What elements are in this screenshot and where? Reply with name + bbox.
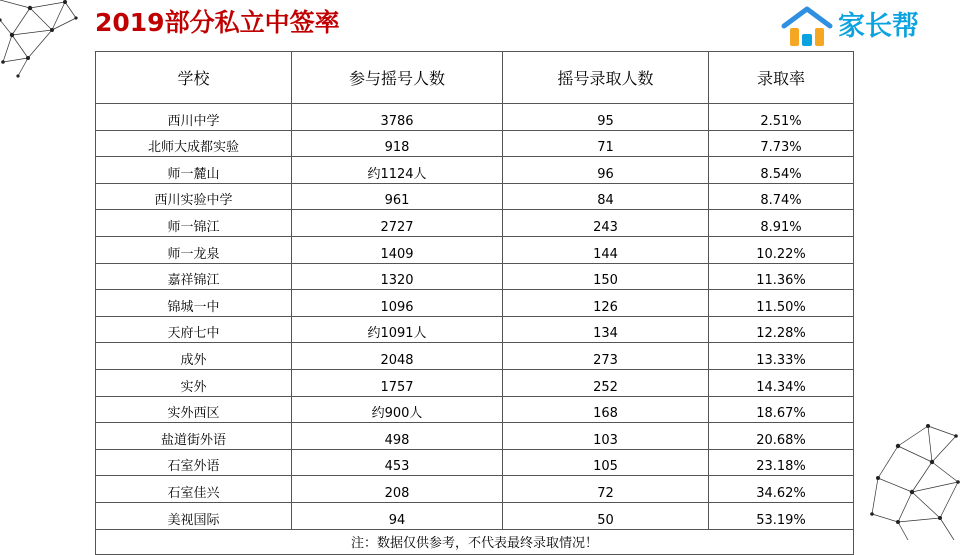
applicants-cell: 918 — [292, 130, 503, 157]
table-row — [96, 104, 854, 131]
school-cell: 师一锦江 — [96, 210, 292, 237]
school-cell: 石室外语 — [96, 449, 292, 476]
table-note: 注：数据仅供参考，不代表最终录取情况！ — [96, 529, 854, 555]
table-row — [96, 502, 854, 529]
column-header-school: 学校 — [96, 52, 292, 104]
table-row — [96, 157, 854, 184]
applicants-cell: 498 — [292, 423, 503, 450]
rate-cell: 53.19% — [709, 502, 854, 529]
applicants-cell: 3786 — [292, 104, 503, 131]
brand-logo — [781, 6, 951, 50]
admitted-cell: 168 — [503, 396, 709, 423]
school-cell: 师一麓山 — [96, 157, 292, 184]
school-cell: 西川中学 — [96, 104, 292, 131]
admitted-cell: 71 — [503, 130, 709, 157]
table-row — [96, 290, 854, 317]
column-header-applicants: 参与摇号人数 — [292, 52, 503, 104]
admitted-cell: 126 — [503, 290, 709, 317]
admitted-cell: 103 — [503, 423, 709, 450]
applicants-cell: 2727 — [292, 210, 503, 237]
table-row — [96, 130, 854, 157]
school-cell: 嘉祥锦江 — [96, 263, 292, 290]
applicants-cell: 208 — [292, 476, 503, 503]
applicants-cell: 94 — [292, 502, 503, 529]
school-cell: 实外 — [96, 369, 292, 396]
table-row — [96, 263, 854, 290]
applicants-cell: 1320 — [292, 263, 503, 290]
applicants-cell: 961 — [292, 183, 503, 210]
rate-cell: 7.73% — [709, 130, 854, 157]
applicants-cell: 约1124人 — [292, 157, 503, 184]
school-cell: 北师大成都实验 — [96, 130, 292, 157]
admitted-cell: 273 — [503, 343, 709, 370]
rate-cell: 8.74% — [709, 183, 854, 210]
rate-cell: 2.51% — [709, 104, 854, 131]
table-row — [96, 449, 854, 476]
applicants-cell: 1409 — [292, 236, 503, 263]
admitted-cell: 243 — [503, 210, 709, 237]
school-cell: 成外 — [96, 343, 292, 370]
rate-cell: 20.68% — [709, 423, 854, 450]
table-row — [96, 236, 854, 263]
admission-rate-table — [95, 51, 854, 555]
rate-cell: 11.36% — [709, 263, 854, 290]
table-row — [96, 210, 854, 237]
table-row — [96, 183, 854, 210]
network-decoration-icon — [868, 422, 960, 540]
admitted-cell: 150 — [503, 263, 709, 290]
admitted-cell: 144 — [503, 236, 709, 263]
applicants-cell: 约900人 — [292, 396, 503, 423]
rate-cell: 14.34% — [709, 369, 854, 396]
rate-cell: 8.91% — [709, 210, 854, 237]
brand-name: 家长帮 — [838, 11, 919, 42]
admitted-cell: 134 — [503, 316, 709, 343]
school-cell: 西川实验中学 — [96, 183, 292, 210]
table-row — [96, 423, 854, 450]
rate-cell: 18.67% — [709, 396, 854, 423]
rate-cell: 13.33% — [709, 343, 854, 370]
house-logo-icon — [781, 6, 833, 50]
table-row — [96, 476, 854, 503]
column-header-admitted: 摇号录取人数 — [503, 52, 709, 104]
applicants-cell: 1757 — [292, 369, 503, 396]
column-header-rate: 录取率 — [709, 52, 854, 104]
admitted-cell: 105 — [503, 449, 709, 476]
rate-cell: 12.28% — [709, 316, 854, 343]
admitted-cell: 50 — [503, 502, 709, 529]
school-cell: 盐道街外语 — [96, 423, 292, 450]
rate-cell: 23.18% — [709, 449, 854, 476]
page-title: 2019部分私立中签率 — [95, 8, 340, 37]
rate-cell: 10.22% — [709, 236, 854, 263]
school-cell: 石室佳兴 — [96, 476, 292, 503]
rate-cell: 34.62% — [709, 476, 854, 503]
admitted-cell: 96 — [503, 157, 709, 184]
applicants-cell: 1096 — [292, 290, 503, 317]
applicants-cell: 约1091人 — [292, 316, 503, 343]
network-decoration-icon — [0, 0, 80, 80]
school-cell: 美视国际 — [96, 502, 292, 529]
admitted-cell: 95 — [503, 104, 709, 131]
applicants-cell: 453 — [292, 449, 503, 476]
applicants-cell: 2048 — [292, 343, 503, 370]
school-cell: 实外西区 — [96, 396, 292, 423]
school-cell: 锦城一中 — [96, 290, 292, 317]
rate-cell: 8.54% — [709, 157, 854, 184]
table-row — [96, 316, 854, 343]
table-note-row — [96, 529, 854, 555]
school-cell: 天府七中 — [96, 316, 292, 343]
admitted-cell: 72 — [503, 476, 709, 503]
table-row — [96, 369, 854, 396]
table-row — [96, 396, 854, 423]
table-header-row — [96, 52, 854, 104]
admitted-cell: 252 — [503, 369, 709, 396]
school-cell: 师一龙泉 — [96, 236, 292, 263]
table-row — [96, 343, 854, 370]
rate-cell: 11.50% — [709, 290, 854, 317]
admitted-cell: 84 — [503, 183, 709, 210]
